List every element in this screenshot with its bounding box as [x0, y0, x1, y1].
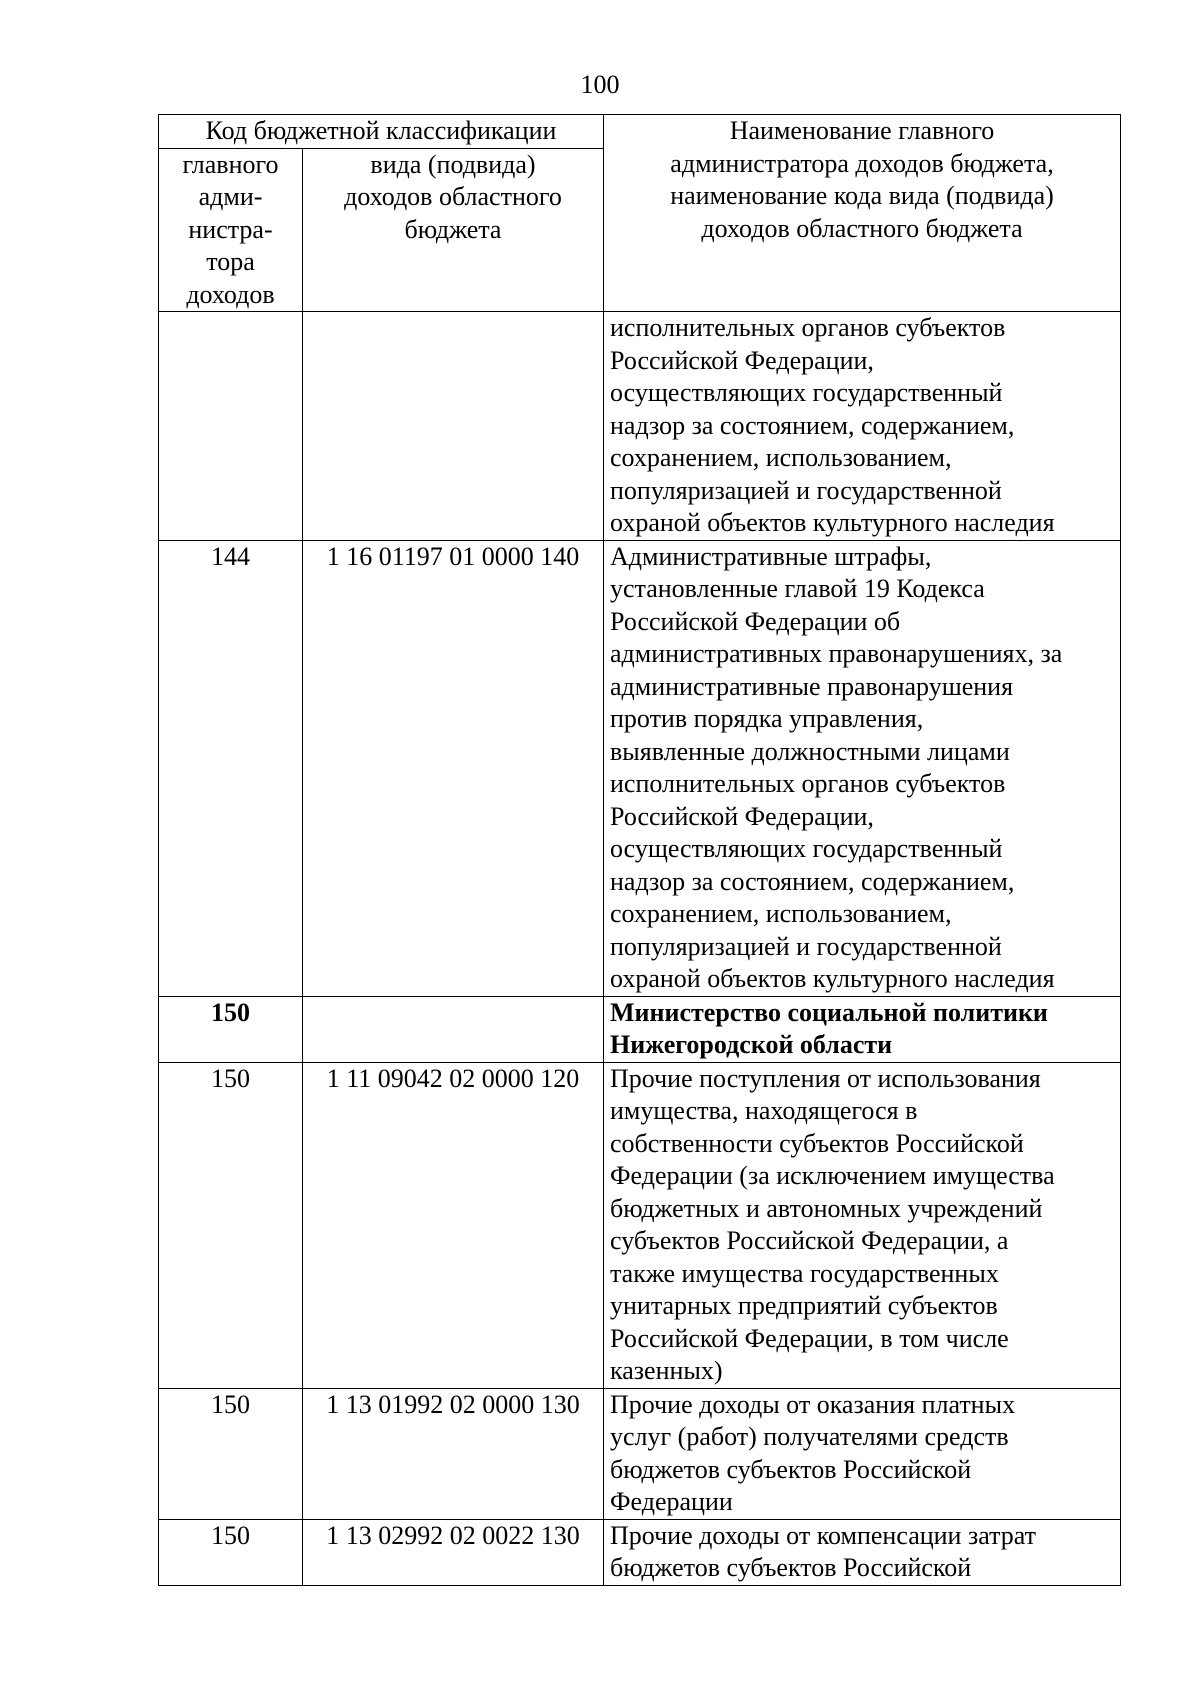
header-code-line: бюджета [404, 214, 502, 244]
income-name-line: услуг (работ) получателями средств [610, 1422, 1009, 1451]
income-name-line: охраной объектов культурного наследия [610, 508, 1055, 537]
header-code-line: доходов областного [344, 182, 562, 211]
income-name-line: бюджетов субъектов Российской [610, 1454, 972, 1484]
table-row [159, 1519, 1121, 1585]
income-code-cell: 1 16 01197 01 0000 140 [303, 540, 604, 996]
admin-code-cell: 150 [159, 1519, 303, 1585]
page-number: 100 [580, 70, 620, 99]
header-code-line: вида (подвида) [370, 149, 536, 179]
income-name-line: Административные штрафы, [610, 541, 932, 571]
income-name-cell [604, 1519, 1121, 1585]
income-name-line: административные правонарушения [610, 671, 1014, 701]
header-name-line: наименование кода вида (подвида) [670, 181, 1054, 210]
income-code-cell: 1 13 01992 02 0000 130 [303, 1388, 604, 1519]
income-code-cell [303, 996, 604, 1062]
income-name-line: установленные главой 19 Кодекса [610, 574, 985, 603]
income-name-cell [604, 312, 1121, 541]
income-name-line: собственности субъектов Российской [610, 1128, 1024, 1158]
table-row [159, 1388, 1121, 1519]
header-name-line: Наименование главного [729, 116, 995, 145]
income-name-cell [604, 1388, 1121, 1519]
income-name-line: Российской Федерации, [610, 801, 874, 831]
income-name-line: сохранением, использованием, [610, 443, 952, 472]
income-name-line: унитарных предприятий субъектов [610, 1291, 998, 1320]
income-name-line: против порядка управления, [610, 704, 924, 733]
income-name-line: Прочие доходы от компенсации затрат [610, 1520, 1037, 1550]
income-code-cell: 1 13 02992 02 0022 130 [303, 1519, 604, 1585]
income-name-line: сохранением, использованием, [610, 899, 952, 928]
table-row [159, 996, 1121, 1062]
admin-code-cell: 150 [159, 996, 303, 1062]
income-name-line: осуществляющих государственный [610, 834, 1003, 863]
table-row [159, 312, 1121, 541]
income-name-line: Российской Федерации об [610, 606, 901, 636]
income-name-line: Российской Федерации, [610, 345, 874, 375]
income-name-line: Федерации [610, 1487, 733, 1516]
income-name-line: административных правонарушениях, за [610, 639, 1063, 668]
header-admin-line: главного [182, 149, 279, 179]
income-name-line: исполнительных органов субъектов [610, 769, 1006, 798]
table-row [159, 1062, 1121, 1388]
income-name-line: бюджетных и автономных учреждений [610, 1193, 1043, 1223]
income-name-line: также имущества государственных [610, 1258, 999, 1288]
header-code-column [303, 148, 604, 312]
income-name-line: Министерство социальной политики [610, 997, 1048, 1027]
income-name-line: популяризацией и государственной [610, 475, 1002, 505]
header-admin-line: нистра- [188, 214, 273, 244]
income-name-line: субъектов Российской Федерации, а [610, 1226, 1009, 1255]
budget-classification-table [158, 114, 1121, 1586]
income-name-line: исполнительных органов субъектов [610, 313, 1006, 342]
admin-code-cell: 150 [159, 1062, 303, 1388]
income-name-line: Российской Федерации, в том числе [610, 1323, 1009, 1353]
admin-code-cell: 150 [159, 1388, 303, 1519]
header-admin-column [159, 148, 303, 312]
header-name-line: доходов областного бюджета [701, 213, 1023, 243]
income-name-cell [604, 540, 1121, 996]
table-header [159, 115, 1121, 312]
income-name-line: Нижегородской области [610, 1030, 893, 1059]
header-group-code: Код бюджетной классификации [159, 115, 604, 149]
income-name-line: Федерации (за исключением имущества [610, 1161, 1055, 1190]
income-name-line: Прочие поступления от использования [610, 1063, 1041, 1093]
income-name-line: Прочие доходы от оказания платных [610, 1389, 1016, 1419]
table-body [159, 312, 1121, 1586]
income-name-line: надзор за состоянием, содержанием, [610, 866, 1015, 896]
header-admin-line: тора [206, 247, 255, 276]
admin-code-cell [159, 312, 303, 541]
income-name-line: имущества, находящегося в [610, 1096, 918, 1125]
admin-code-cell: 144 [159, 540, 303, 996]
header-admin-line: доходов [186, 279, 275, 309]
income-code-cell [303, 312, 604, 541]
income-name-cell [604, 996, 1121, 1062]
income-name-line: казенных) [610, 1356, 723, 1385]
income-name-line: бюджетов субъектов Российской [610, 1553, 972, 1582]
income-name-line: охраной объектов культурного наследия [610, 964, 1055, 993]
table-row [159, 540, 1121, 996]
header-name-column [604, 115, 1121, 312]
income-code-cell: 1 11 09042 02 0000 120 [303, 1062, 604, 1388]
header-admin-line: адми- [198, 182, 263, 211]
income-name-cell [604, 1062, 1121, 1388]
income-name-line: надзор за состоянием, содержанием, [610, 410, 1015, 440]
income-name-line: популяризацией и государственной [610, 931, 1002, 961]
income-name-line: осуществляющих государственный [610, 378, 1003, 407]
income-name-line: выявленные должностными лицами [610, 736, 1010, 766]
header-name-line: администратора доходов бюджета, [670, 148, 1054, 178]
